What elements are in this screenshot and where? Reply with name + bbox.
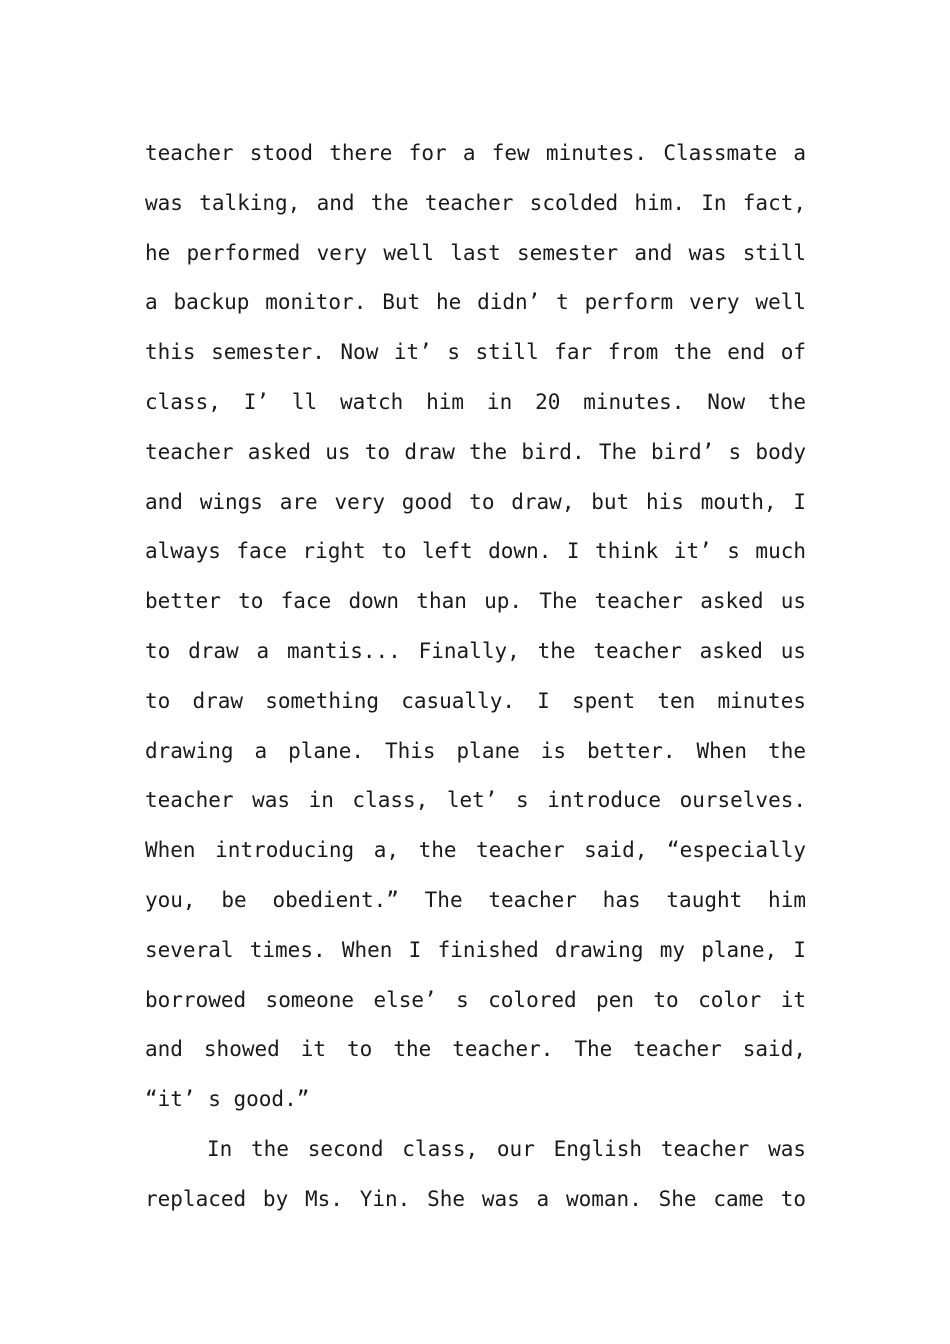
text-line: and wings are very good to draw, but his mouth, I [145,489,806,514]
text-line: you, be obedient.” The teacher has taught him [145,887,806,912]
text-line: always face right to left down. I think it’ s much [145,539,806,564]
paragraph [145,129,806,1125]
text-line: better to face down than up. The teacher asked us [145,589,806,614]
text-line: he performed very well last semester and was still [145,240,806,265]
text-line: this semester. Now it’ s still far from the end of [145,340,806,365]
text-line: was talking, and the teacher scolded him. In fact, [145,190,806,215]
body-text [145,129,806,1225]
text-line: borrowed someone else’ s colored pen to color it [145,987,806,1012]
text-line: drawing a plane. This plane is better. When the [145,738,806,763]
text-line: to draw a mantis... Finally, the teacher asked us [145,638,806,663]
text-line: class, I’ ll watch him in 20 minutes. Now the [145,389,806,414]
text-line: teacher asked us to draw the bird. The bird’ s body [145,439,806,464]
text-line: teacher stood there for a few minutes. Classmate a [145,141,806,165]
text-line: teacher was in class, let’ s introduce ourselves. [145,788,806,813]
paragraph [145,1125,806,1225]
text-line: “it’ s good.” [145,1087,310,1112]
text-line: a backup monitor. But he didn’ t perform very well [145,290,806,315]
text-line: replaced by Ms. Yin. She was a woman. She came to [145,1186,806,1211]
text-line: and showed it to the teacher. The teacher said, [145,1037,806,1062]
text-line: When introducing a, the teacher said, “especially [145,838,806,863]
text-line: In the second class, our English teacher was [207,1136,806,1161]
text-line: several times. When I finished drawing my plane, I [145,937,806,962]
text-line: to draw something casually. I spent ten minutes [145,688,806,713]
